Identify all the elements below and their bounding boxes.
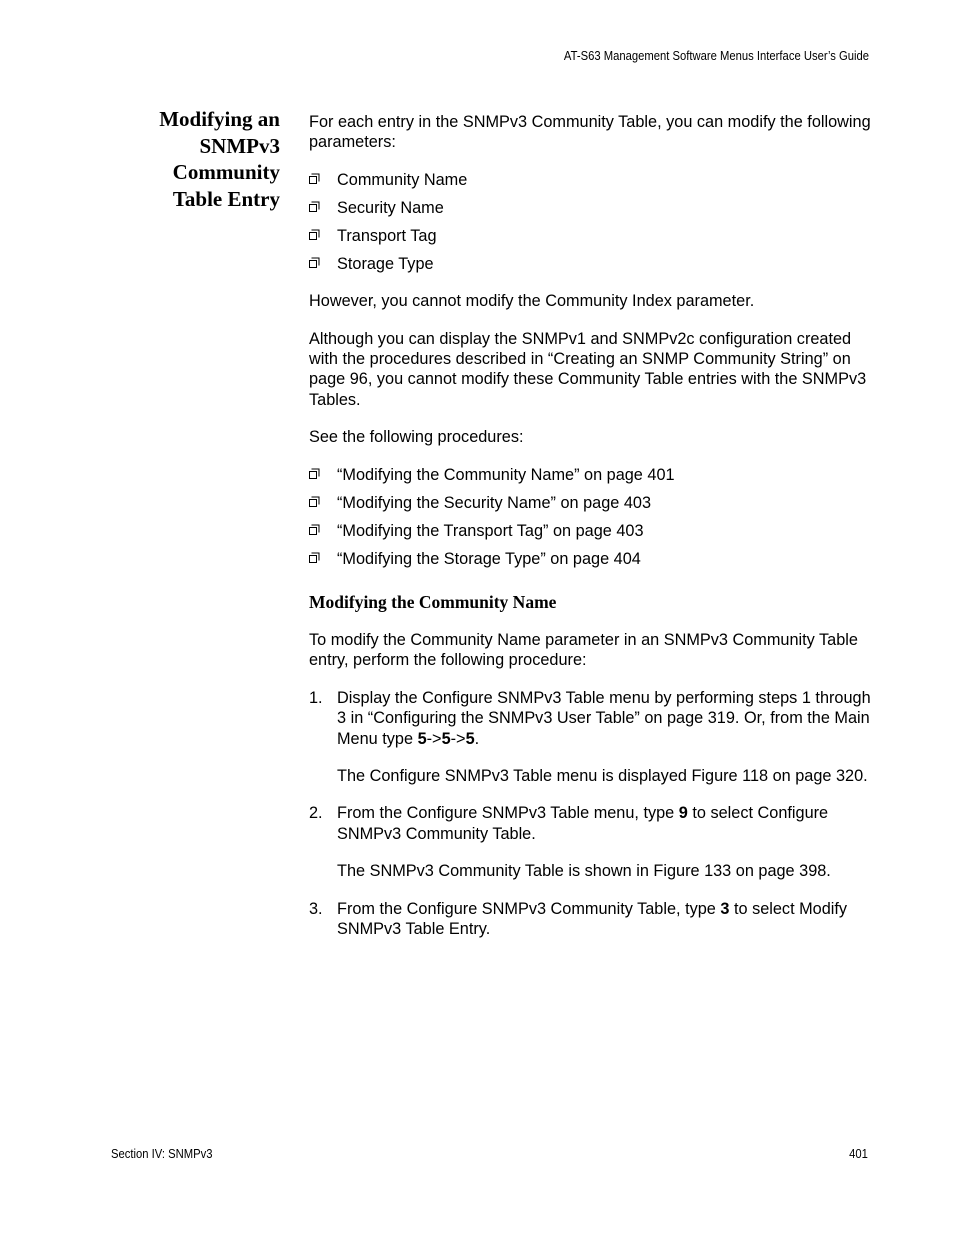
footer-page-number: 401 xyxy=(849,1147,868,1161)
list-item-text: Security Name xyxy=(337,198,444,217)
procedure-link[interactable]: “Modifying the Security Name” on page 403 xyxy=(337,493,652,512)
key-value: 3 xyxy=(720,899,730,918)
list-item-text: Community Name xyxy=(337,170,468,189)
see-procedures-paragraph: See the following procedures: xyxy=(309,428,524,447)
step-item xyxy=(309,688,871,787)
snmpv1-paragraph: Although you can display the SNMPv1 and SNMPv2c configuration created with the procedures described in “Creating an SNMP Community String” on page 96, you cannot modify these Community Table entries with the SNMPv3 Tables. xyxy=(309,329,867,409)
section-heading-line: Table Entry xyxy=(172,186,280,211)
list-item xyxy=(309,521,871,549)
procedure-link[interactable]: “Modifying the Transport Tag” on page 403 xyxy=(337,521,644,540)
procedure-steps xyxy=(309,688,871,940)
list-item xyxy=(309,465,871,493)
key-value: 5 xyxy=(465,729,475,748)
list-item xyxy=(309,254,871,274)
list-item xyxy=(309,493,871,521)
parameter-list xyxy=(309,170,871,274)
checkbox-bullet-icon xyxy=(309,499,317,507)
list-item xyxy=(309,549,871,569)
step-text: From the Configure SNMPv3 Table menu, type 9 to select Configure SNMPv3 Community Table. xyxy=(337,804,829,843)
key-value: 5 xyxy=(441,729,451,748)
section-heading-line: SNMPv3 xyxy=(199,133,280,158)
section-heading-line: Modifying an xyxy=(159,107,280,131)
footer-section: Section IV: SNMPv3 xyxy=(111,1147,213,1161)
checkbox-bullet-icon xyxy=(309,471,317,479)
step-text: From the Configure SNMPv3 Community Table, type 3 to select Modify SNMPv3 Table Entry. xyxy=(337,899,848,939)
step-item xyxy=(309,899,871,940)
procedure-link[interactable]: “Modifying the Storage Type” on page 404 xyxy=(337,549,641,568)
key-value: 9 xyxy=(678,804,688,823)
step-number: 1. xyxy=(309,688,323,707)
index-paragraph: However, you cannot modify the Community Index parameter. xyxy=(309,292,755,311)
step-note: The SNMPv3 Community Table is shown in Figure 133 on page 398. xyxy=(337,862,831,881)
intro-paragraph: For each entry in the SNMPv3 Community Table, you can modify the following parameters: xyxy=(309,113,871,152)
step-number: 3. xyxy=(309,899,323,918)
body-content xyxy=(309,112,871,957)
checkbox-bullet-icon xyxy=(309,204,317,212)
list-item xyxy=(309,226,871,254)
running-header: AT-S63 Management Software Menus Interface User’s Guide xyxy=(563,49,869,63)
step-item xyxy=(309,803,871,881)
subsection-intro: To modify the Community Name parameter in an SNMPv3 Community Table entry, perform the following procedure: xyxy=(309,631,858,670)
key-value: 5 xyxy=(417,729,427,748)
step-note: The Configure SNMPv3 Table menu is displayed Figure 118 on page 320. xyxy=(337,767,868,786)
list-item-text: Transport Tag xyxy=(337,226,437,245)
section-heading xyxy=(100,106,280,212)
step-text: Display the Configure SNMPv3 Table menu by performing steps 1 through 3 in “Configuring the SNMPv3 User Table” on page 319. Or, from the Main Menu type 5->5->5. xyxy=(337,688,871,748)
checkbox-bullet-icon xyxy=(309,555,317,563)
step-number: 2. xyxy=(309,804,323,823)
procedure-link[interactable]: “Modifying the Community Name” on page 401 xyxy=(337,465,675,484)
checkbox-bullet-icon xyxy=(309,527,317,535)
checkbox-bullet-icon xyxy=(309,260,317,268)
subsection-heading: Modifying the Community Name xyxy=(309,592,557,613)
list-item xyxy=(309,198,871,226)
checkbox-bullet-icon xyxy=(309,232,317,240)
checkbox-bullet-icon xyxy=(309,176,317,184)
list-item-text: Storage Type xyxy=(337,254,434,273)
section-heading-line: Community xyxy=(172,160,280,184)
procedure-list xyxy=(309,465,871,569)
list-item xyxy=(309,170,871,198)
